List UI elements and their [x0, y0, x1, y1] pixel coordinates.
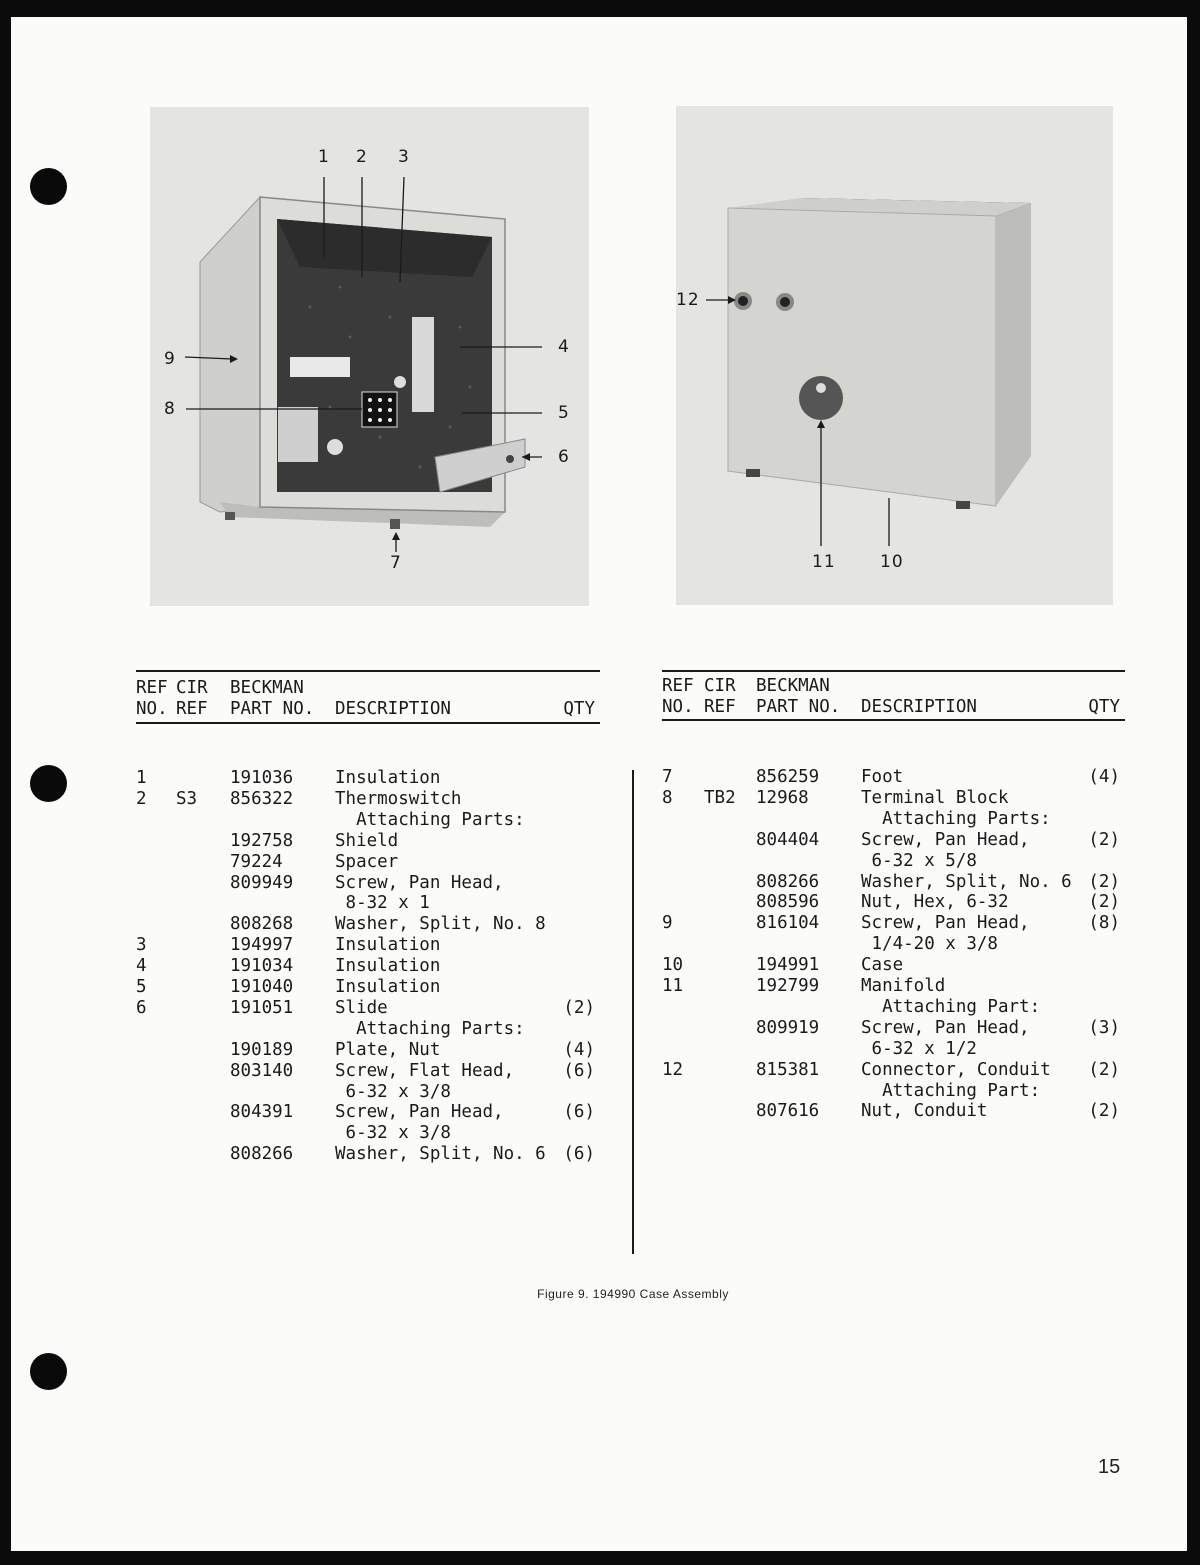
table-top-rule — [662, 670, 1125, 672]
header-part-no: BECKMAN PART NO. — [230, 678, 315, 719]
description-cell: Case — [861, 955, 904, 976]
header-description: DESCRIPTION — [861, 697, 977, 717]
header-ref-no: REF NO. — [136, 678, 168, 719]
table-header-rule — [662, 719, 1125, 721]
description-cell: Manifold — [861, 976, 946, 996]
figure-caption: Figure 9. 194990 Case Assembly — [537, 1287, 729, 1301]
table-row — [662, 934, 1125, 955]
ref-cell: 7 — [662, 767, 673, 787]
table-row — [136, 1061, 600, 1082]
part-number-cell: 804404 — [756, 829, 820, 850]
case-interior-photo — [150, 107, 589, 606]
table-row — [662, 1018, 1125, 1039]
part-number-cell: 194997 — [230, 935, 294, 956]
table-row — [662, 1060, 1125, 1081]
description-cell: 8-32 x 1 — [335, 893, 430, 914]
part-number-cell: 191036 — [230, 768, 294, 788]
description-cell: 6-32 x 5/8 — [861, 850, 977, 871]
qty-cell: (2) — [1088, 1059, 1120, 1080]
part-number-cell: 191051 — [230, 997, 294, 1018]
description-cell: Foot — [861, 767, 904, 787]
part-number-cell: 12968 — [756, 787, 809, 808]
description-cell: Screw, Pan Head, — [861, 829, 1030, 850]
table-header-rule — [136, 722, 600, 724]
qty-cell: (3) — [1088, 1017, 1120, 1038]
description-cell: Attaching Parts: — [335, 809, 525, 830]
description-cell: Screw, Flat Head, — [335, 1060, 515, 1081]
description-cell: Washer, Split, No. 6 — [861, 871, 1072, 892]
callout-2: 2 — [356, 147, 368, 167]
part-number-cell: 804391 — [230, 1102, 294, 1123]
table-row — [662, 767, 1125, 788]
qty-cell: (2) — [1088, 1101, 1120, 1122]
description-cell: Attaching Parts: — [335, 1018, 525, 1039]
callout-11: 11 — [812, 552, 836, 572]
binder-hole-top — [30, 168, 67, 205]
parts-table-right — [662, 670, 1125, 1130]
table-row — [136, 873, 600, 894]
ref-cell: 3 — [136, 935, 147, 956]
part-number-cell: 191040 — [230, 977, 294, 997]
table-row — [136, 914, 600, 935]
callout-9: 9 — [164, 349, 176, 369]
table-row — [662, 851, 1125, 872]
description-cell: 1/4-20 x 3/8 — [861, 934, 998, 955]
description-cell: Screw, Pan Head, — [861, 1017, 1030, 1038]
qty-cell: (2) — [1088, 829, 1120, 850]
ref-cell: 5 — [136, 977, 147, 997]
description-cell: Thermoswitch — [335, 788, 462, 809]
cir-cell: TB2 — [704, 787, 736, 808]
callout-4: 4 — [558, 337, 570, 357]
description-cell: Insulation — [335, 956, 441, 977]
callout-1: 1 — [318, 147, 330, 167]
part-number-cell: 808596 — [756, 892, 820, 913]
part-number-cell: 190189 — [230, 1039, 294, 1060]
description-cell: Washer, Split, No. 6 — [335, 1144, 546, 1165]
description-cell: Washer, Split, No. 8 — [335, 914, 546, 935]
case-interior-illustration — [150, 107, 589, 606]
description-cell: Nut, Conduit — [861, 1101, 988, 1122]
description-cell: Slide — [335, 997, 388, 1018]
ref-cell: 10 — [662, 955, 684, 976]
description-cell: Insulation — [335, 768, 441, 788]
qty-cell: (6) — [563, 1144, 595, 1165]
callout-8: 8 — [164, 399, 176, 419]
table-row — [662, 892, 1125, 913]
description-cell: Connector, Conduit — [861, 1059, 1051, 1080]
part-number-cell: 192758 — [230, 830, 294, 851]
part-number-cell: 809949 — [230, 872, 294, 893]
description-cell: Screw, Pan Head, — [335, 872, 504, 893]
part-number-cell: 816104 — [756, 913, 820, 934]
part-number-cell: 803140 — [230, 1060, 294, 1081]
table-row — [662, 788, 1125, 809]
header-cir-ref: CIR REF — [704, 676, 736, 717]
part-number-cell: 809919 — [756, 1017, 820, 1038]
qty-cell: (2) — [1088, 892, 1120, 913]
ref-cell: 9 — [662, 913, 673, 934]
part-number-cell: 856259 — [756, 767, 820, 787]
header-qty: QTY — [1088, 697, 1120, 717]
table-row — [662, 809, 1125, 830]
header-cir-ref: CIR REF — [176, 678, 208, 719]
description-cell: 6-32 x 1/2 — [861, 1038, 977, 1059]
table-row — [136, 1019, 600, 1040]
description-cell: Shield — [335, 830, 399, 851]
part-number-cell: 856322 — [230, 788, 294, 809]
qty-cell: (4) — [1088, 767, 1120, 787]
table-row — [136, 956, 600, 977]
ref-cell: 2 — [136, 788, 147, 809]
description-cell: Screw, Pan Head, — [335, 1102, 504, 1123]
table-row — [662, 976, 1125, 997]
parts-table-left — [136, 670, 600, 1180]
table-row — [662, 830, 1125, 851]
header-qty: QTY — [563, 699, 595, 719]
description-cell: Terminal Block — [861, 787, 1009, 808]
table-top-rule — [136, 670, 600, 672]
table-row — [136, 935, 600, 956]
table-row — [136, 1102, 600, 1123]
callout-12: 12 — [676, 290, 700, 310]
table-row — [662, 955, 1125, 976]
table-row — [662, 1101, 1125, 1122]
cir-cell: S3 — [176, 788, 198, 809]
table-row — [136, 893, 600, 914]
callout-3: 3 — [398, 147, 410, 167]
table-row — [136, 977, 600, 998]
header-part-no: BECKMAN PART NO. — [756, 676, 841, 717]
page-number: 15 — [1098, 1456, 1121, 1478]
description-cell: Insulation — [335, 977, 441, 997]
part-number-cell: 808266 — [756, 871, 820, 892]
part-number-cell: 192799 — [756, 976, 820, 996]
callout-10: 10 — [880, 552, 904, 572]
qty-cell: (6) — [563, 1060, 595, 1081]
part-number-cell: 194991 — [756, 955, 820, 976]
description-cell: Insulation — [335, 935, 441, 956]
table-row — [136, 768, 600, 789]
case-exterior-photo — [676, 106, 1113, 605]
part-number-cell: 191034 — [230, 956, 294, 977]
table-row — [136, 810, 600, 831]
description-cell: 6-32 x 3/8 — [335, 1081, 451, 1102]
ref-cell: 11 — [662, 976, 684, 996]
description-cell: Attaching Parts: — [861, 808, 1051, 829]
table-row — [662, 1039, 1125, 1060]
column-divider — [632, 770, 634, 1254]
description-cell: Screw, Pan Head, — [861, 913, 1030, 934]
ref-cell: 12 — [662, 1059, 684, 1080]
table-row — [136, 1082, 600, 1103]
header-ref-no: REF NO. — [662, 676, 694, 717]
case-exterior-illustration — [676, 106, 1113, 605]
description-cell: Attaching Part: — [861, 996, 1041, 1017]
part-number-cell: 808266 — [230, 1144, 294, 1165]
table-row — [136, 1123, 600, 1144]
ref-cell: 4 — [136, 956, 147, 977]
binder-hole-bottom — [30, 1353, 67, 1390]
part-number-cell: 815381 — [756, 1059, 820, 1080]
qty-cell: (2) — [563, 997, 595, 1018]
ref-cell: 6 — [136, 997, 147, 1018]
ref-cell: 1 — [136, 768, 147, 788]
binder-hole-middle — [30, 765, 67, 802]
table-row — [662, 997, 1125, 1018]
table-row — [136, 998, 600, 1019]
ref-cell: 8 — [662, 787, 673, 808]
table-row — [136, 1040, 600, 1061]
table-row — [662, 913, 1125, 934]
description-cell: Plate, Nut — [335, 1039, 441, 1060]
description-cell: Spacer — [335, 851, 399, 872]
description-cell: Attaching Part: — [861, 1080, 1041, 1101]
description-cell: 6-32 x 3/8 — [335, 1123, 451, 1144]
description-cell: Nut, Hex, 6-32 — [861, 892, 1009, 913]
table-row — [136, 852, 600, 873]
table-row — [136, 831, 600, 852]
callout-5: 5 — [558, 403, 570, 423]
qty-cell: (2) — [1088, 871, 1120, 892]
callout-7: 7 — [390, 553, 402, 573]
qty-cell: (4) — [563, 1039, 595, 1060]
part-number-cell: 807616 — [756, 1101, 820, 1122]
qty-cell: (8) — [1088, 913, 1120, 934]
table-row — [136, 789, 600, 810]
callout-6: 6 — [558, 447, 570, 467]
part-number-cell: 79224 — [230, 851, 283, 872]
table-row — [662, 872, 1125, 893]
table-row — [136, 1144, 600, 1165]
part-number-cell: 808268 — [230, 914, 294, 935]
header-description: DESCRIPTION — [335, 699, 451, 719]
table-row — [662, 1081, 1125, 1102]
qty-cell: (6) — [563, 1102, 595, 1123]
